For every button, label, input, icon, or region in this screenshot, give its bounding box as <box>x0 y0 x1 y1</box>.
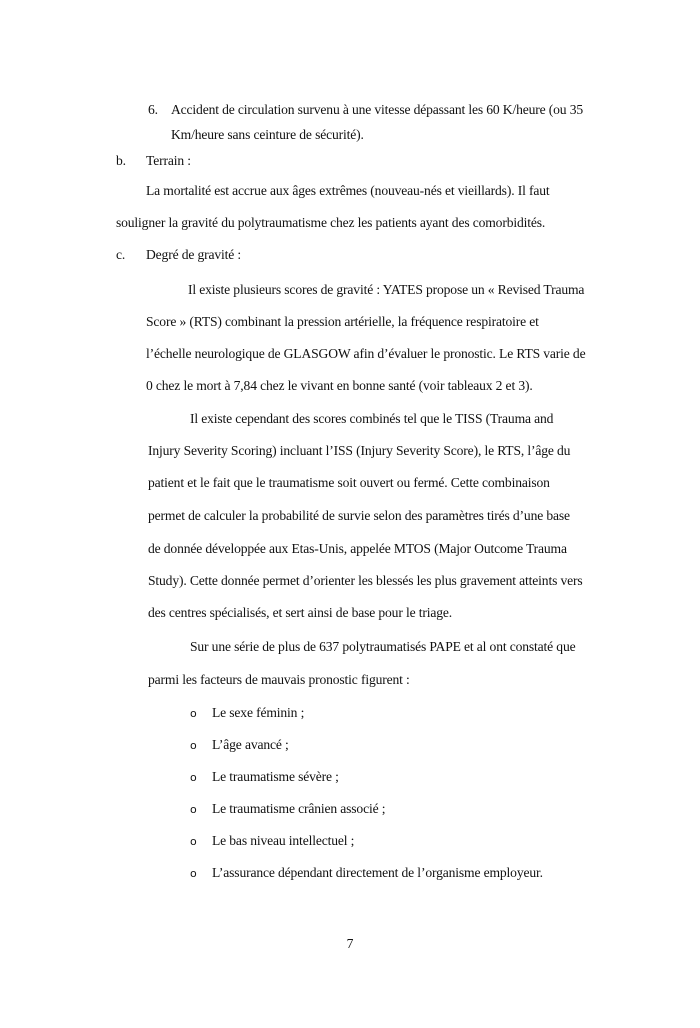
para3-line-1: Sur une série de plus de 637 polytraumatisés PAPE et al ont constaté que <box>190 639 576 654</box>
para1-line-3: l’échelle neurologique de GLASGOW afin d’évaluer le pronostic. Le RTS varie de <box>146 346 586 361</box>
para1-line-1: Il existe plusieurs scores de gravité : YATES propose un « Revised Trauma <box>188 282 585 297</box>
list-item-text: Le traumatisme crânien associé ; <box>212 801 386 816</box>
list-item-text: Le traumatisme sévère ; <box>212 769 339 784</box>
section-b-heading <box>116 152 191 170</box>
para2-line-6: Study). Cette donnée permet d’orienter les blessés les plus gravement atteints vers <box>148 573 583 588</box>
list-item <box>190 768 339 787</box>
bullet-icon: o <box>190 771 197 784</box>
section-b-title: Terrain : <box>146 153 191 168</box>
list-item <box>190 704 304 723</box>
bullet-icon: o <box>190 803 197 816</box>
section-c-heading <box>116 246 241 264</box>
list-item <box>190 832 354 851</box>
para3-line-2: parmi les facteurs de mauvais pronostic figurent : <box>148 672 410 687</box>
para2-line-5: de donnée développée aux Etas-Unis, appelée MTOS (Major Outcome Trauma <box>148 541 567 556</box>
section-c-title: Degré de gravité : <box>146 247 242 262</box>
para2-line-1: Il existe cependant des scores combinés tel que le TISS (Trauma and <box>190 411 554 426</box>
section-b-line-1: La mortalité est accrue aux âges extrêmes (nouveau-nés et vieillards). Il faut <box>146 183 550 198</box>
list-item-text: L’assurance dépendant directement de l’organisme employeur. <box>212 865 543 880</box>
bullet-icon: o <box>190 835 197 848</box>
page-number: 7 <box>346 936 354 951</box>
item-6-line-2: Km/heure sans ceinture de sécurité). <box>171 127 364 142</box>
section-c-marker: c. <box>116 247 126 262</box>
para2-line-7: des centres spécialisés, et sert ainsi de base pour le triage. <box>148 605 452 620</box>
bullet-icon: o <box>190 867 197 880</box>
list-item-text: L’âge avancé ; <box>212 737 289 752</box>
list-item-text: Le bas niveau intellectuel ; <box>212 833 355 848</box>
item-6-text-1: Accident de circulation survenu à une vitesse dépassant les 60 K/heure (ou 35 <box>171 102 583 117</box>
list-item <box>190 800 385 819</box>
bullet-icon: o <box>190 707 197 720</box>
list-item-text: Le sexe féminin ; <box>212 705 305 720</box>
section-b-line-2: souligner la gravité du polytraumatisme chez les patients ayant des comorbidités. <box>116 215 546 230</box>
bullet-icon: o <box>190 739 197 752</box>
para2-line-4: permet de calculer la probabilité de survie selon des paramètres tirés d’une base <box>148 508 570 523</box>
section-b-marker: b. <box>116 153 126 168</box>
para2-line-3: patient et le fait que le traumatisme soit ouvert ou fermé. Cette combinaison <box>148 475 550 490</box>
list-item <box>190 864 543 883</box>
item-6-line-1 <box>148 101 583 119</box>
item-6-marker: 6. <box>148 102 158 117</box>
para2-line-2: Injury Severity Scoring) incluant l’ISS (Injury Severity Score), le RTS, l’âge du <box>148 443 571 458</box>
para1-line-4: 0 chez le mort à 7,84 chez le vivant en bonne santé (voir tableaux 2 et 3). <box>146 378 533 393</box>
para1-line-2: Score » (RTS) combinant la pression artérielle, la fréquence respiratoire et <box>146 314 539 329</box>
list-item <box>190 736 289 755</box>
